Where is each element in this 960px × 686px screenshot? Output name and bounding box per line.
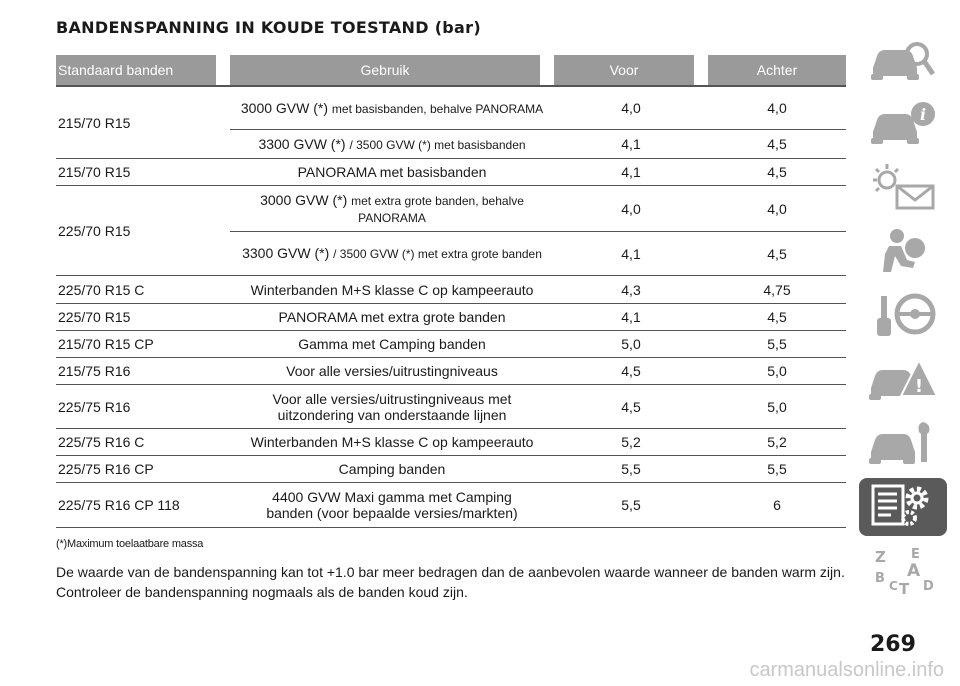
- tyre-size: 215/75 R16: [58, 363, 131, 379]
- table-row: [56, 276, 846, 304]
- front-pressure: 4,5: [621, 363, 641, 379]
- rear-pressure: 4,5: [767, 245, 787, 262]
- usage-cell: 3000 GVW (*) met basisbanden, behalve PANORAMA: [240, 99, 544, 116]
- rear-pressure: 4,5: [767, 136, 787, 152]
- front-pressure: 5,0: [621, 336, 641, 352]
- table-row: [56, 358, 846, 385]
- chapter-sidebar: [859, 30, 947, 606]
- usage-cell: Gamma met Camping banden: [298, 336, 486, 352]
- car-warning-icon: [867, 354, 939, 404]
- usage-cell: 3000 GVW (*) met extra grote banden, behalve PANORAMA: [260, 191, 524, 225]
- usage-cell: PANORAMA met basisbanden: [297, 164, 487, 180]
- list-gear-icon: [867, 482, 939, 532]
- table-row: [56, 483, 846, 528]
- table-row-group: [56, 85, 846, 159]
- header-rear: Achter: [708, 55, 846, 85]
- table-row: [230, 129, 846, 158]
- index-letter: B: [875, 571, 885, 586]
- tyre-size: 225/70 R15: [58, 309, 131, 325]
- usage-cell: 3300 GVW (*) / 3500 GVW (*) met extra grote banden: [242, 245, 542, 261]
- rear-pressure: 5,0: [767, 363, 787, 379]
- index-tab[interactable]: [859, 542, 947, 600]
- header-standard-tyres: Standaard banden: [56, 55, 216, 85]
- header-usage: Gebruik: [230, 55, 540, 85]
- front-pressure: 5,5: [621, 497, 641, 513]
- page-number: 269: [870, 632, 916, 657]
- emergency-tab[interactable]: [859, 350, 947, 408]
- tyre-size: 225/70 R15 C: [58, 281, 145, 298]
- front-pressure: 4,1: [621, 245, 641, 262]
- table-row-group: [56, 186, 846, 276]
- table-row: [56, 159, 846, 186]
- body-paragraph: De waarde van de bandenspanning kan tot +1.0 bar meer bedragen dan de aanbevolen waarde wanneer de banden warm zijn. Controleer de bandenspanning nogmaals als de banden koud zijn.: [56, 564, 845, 600]
- front-pressure: 4,1: [621, 309, 641, 325]
- technical-data-tab[interactable]: [859, 478, 947, 536]
- usage-cell: Camping banden: [338, 461, 446, 477]
- table-row: [230, 87, 846, 129]
- index-letter: T: [899, 580, 910, 596]
- usage-cell: PANORAMA met extra grote banden: [278, 309, 506, 325]
- car-info-icon: [867, 98, 939, 148]
- tyre-size: 225/75 R16: [58, 398, 131, 415]
- index-letter: C: [889, 579, 898, 593]
- tyre-size: 215/70 R15: [58, 164, 131, 180]
- index-letter: D: [923, 579, 934, 594]
- tyre-size: 225/75 R16 C: [58, 434, 145, 450]
- tyre-size: 215/70 R15 CP: [58, 336, 154, 352]
- front-pressure: 4,0: [621, 100, 641, 116]
- usage-cell: 3300 GVW (*) / 3500 GVW (*) met basisbanden: [258, 135, 526, 152]
- tyre-size: 215/70 R15: [58, 114, 131, 131]
- info-tab[interactable]: [859, 94, 947, 152]
- front-pressure: 5,2: [621, 434, 641, 450]
- rear-pressure: 4,0: [767, 100, 787, 116]
- tyre-size: 225/75 R16 CP 118: [58, 497, 180, 513]
- rear-pressure: 4,0: [767, 200, 787, 217]
- tyre-pressure-table: [56, 55, 846, 528]
- usage-cell: Voor alle versies/uitrustingniveaus: [286, 363, 498, 379]
- starting-driving-tab[interactable]: [859, 286, 947, 344]
- rear-pressure: 5,5: [767, 461, 787, 477]
- header-front: Voor: [554, 55, 694, 85]
- front-pressure: 4,1: [621, 136, 641, 152]
- usage-cell: 4400 GVW Maxi gamma met Camping banden (voor bepaalde versies/markten): [266, 489, 518, 521]
- index-letter: Z: [875, 548, 886, 566]
- front-pressure: 4,1: [621, 164, 641, 180]
- alphabet-index-icon: [867, 546, 939, 596]
- usage-cell: Winterbanden M+S klasse C op kampeerauto: [250, 434, 534, 450]
- rear-pressure: 5,0: [767, 398, 787, 415]
- watermark: carmanualsonline.info: [749, 659, 944, 681]
- warning-lights-tab[interactable]: [859, 158, 947, 216]
- table-row: [56, 429, 846, 456]
- warning-light-envelope-icon: [867, 162, 939, 212]
- table-row: [230, 186, 846, 231]
- rear-pressure: 4,75: [763, 281, 791, 298]
- table-row: [56, 456, 846, 483]
- key-steering-wheel-icon: [867, 290, 939, 340]
- maintenance-tab[interactable]: [859, 414, 947, 472]
- rear-pressure: 4,5: [767, 309, 787, 325]
- svg-text:i: i: [919, 105, 927, 124]
- table-row: [230, 231, 846, 275]
- table-row: [56, 385, 846, 429]
- front-pressure: 4,0: [621, 200, 641, 217]
- footnote: (*)Maximum toelaatbare massa: [56, 538, 204, 550]
- front-pressure: 4,5: [621, 398, 641, 415]
- safety-tab[interactable]: [859, 222, 947, 280]
- usage-cell: Voor alle versies/uitrustingniveaus met uitzondering van onderstaande lijnen: [272, 390, 512, 423]
- car-wrench-icon: [867, 418, 939, 468]
- rear-pressure: 4,5: [767, 164, 787, 180]
- car-search-icon: [867, 34, 939, 84]
- rear-pressure: 5,2: [767, 434, 787, 450]
- table-row: [56, 331, 846, 358]
- rear-pressure: 5,5: [767, 336, 787, 352]
- table-row: [56, 304, 846, 331]
- page-title: BANDENSPANNING IN KOUDE TOESTAND (bar): [56, 18, 481, 37]
- airbag-person-icon: [867, 226, 939, 276]
- tyre-size: 225/70 R15: [58, 222, 131, 239]
- usage-cell: Winterbanden M+S klasse C op kampeerauto: [250, 281, 534, 298]
- front-pressure: 5,5: [621, 461, 641, 477]
- svg-text:!: !: [914, 376, 924, 397]
- table-header: [56, 55, 846, 85]
- index-letter: E: [911, 547, 920, 562]
- front-pressure: 4,3: [621, 281, 641, 298]
- index-letter: A: [907, 561, 921, 581]
- rear-pressure: 6: [773, 497, 781, 513]
- tyre-size: 225/75 R16 CP: [58, 461, 154, 477]
- dashboard-tab[interactable]: [859, 30, 947, 88]
